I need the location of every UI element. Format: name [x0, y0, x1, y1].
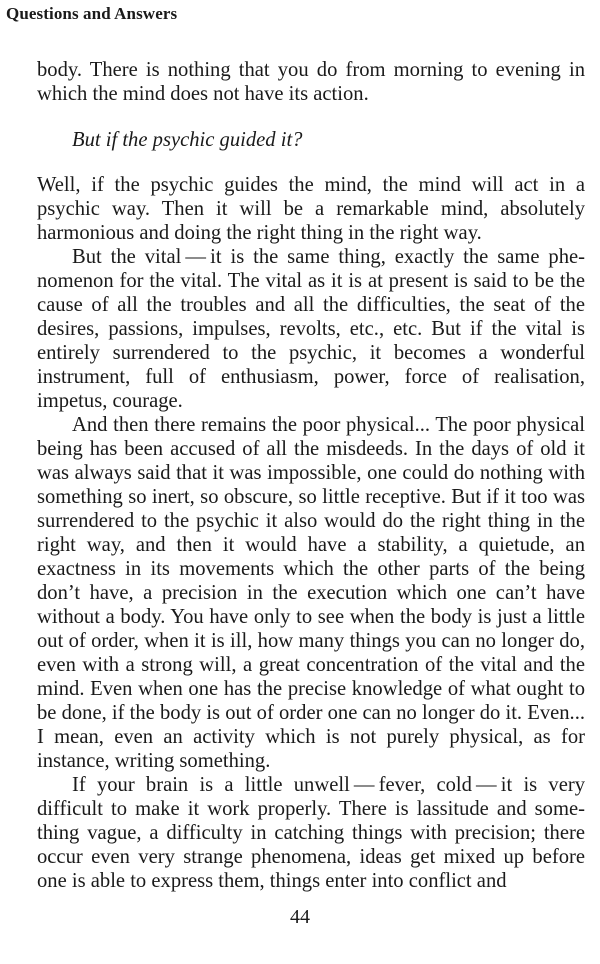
paragraph-answer-1: Well, if the psychic guides the mind, the mind will act in a psychic way. Then it will be a remarkable mind, absolutely harmonious and doing the right thing in the right way.	[37, 174, 585, 244]
paragraph-answer-3: And then there remains the poor physical... The poor physical being has been accused of all the misdeeds. In the days of old it was always said that it was impossible, one could do nothing with something so inert, so obscure, so little receptive. But if it too was surrendered to the psychic it also would do the right thing in the right way, and then it would have a stability, a quietude, an exactness in its movements which the other parts of the being don’t have, a precision in the execution which one can’t have without a body. You have only to see when the body is just a little out of order, when it is ill, how many things you can no longer do, even with a strong will, a great concentration of the vital and the mind. Even when one has the precise knowledge of what ought to be done, if the body is out of order one can no longer do it. Even... I mean, even an activity which is not purely physical, as for instance, writing something.	[37, 414, 585, 772]
paragraph-answer-4: If your brain is a little unwell — fever, cold — it is very difficult to make it work properly. There is lassitude and something vague, a difficulty in catching things with precision; there occur even very strange phenomena, ideas get mixed up before one is able to express them, things enter into conflict and	[37, 774, 585, 892]
body-text	[37, 58, 585, 893]
question: But if the psychic guided it?	[72, 129, 303, 151]
paragraph-answer-2: But the vital — it is the same thing, exactly the same phenomenon for the vital. The vital as it is at present is said to be the cause of all the troubles and all the difficulties, the seat of the desires, passions, impulses, revolts, etc., etc. But if the vital is entirely surrendered to the psychic, it becomes a wonderful instrument, full of enthusiasm, power, force of realisation, impetus, courage.	[37, 246, 585, 412]
running-head: Questions and Answers	[6, 4, 178, 23]
paragraph-continued: body. There is nothing that you do from morning to evening in which the mind does not have its action.	[37, 59, 585, 105]
page-number: 44	[290, 906, 310, 928]
